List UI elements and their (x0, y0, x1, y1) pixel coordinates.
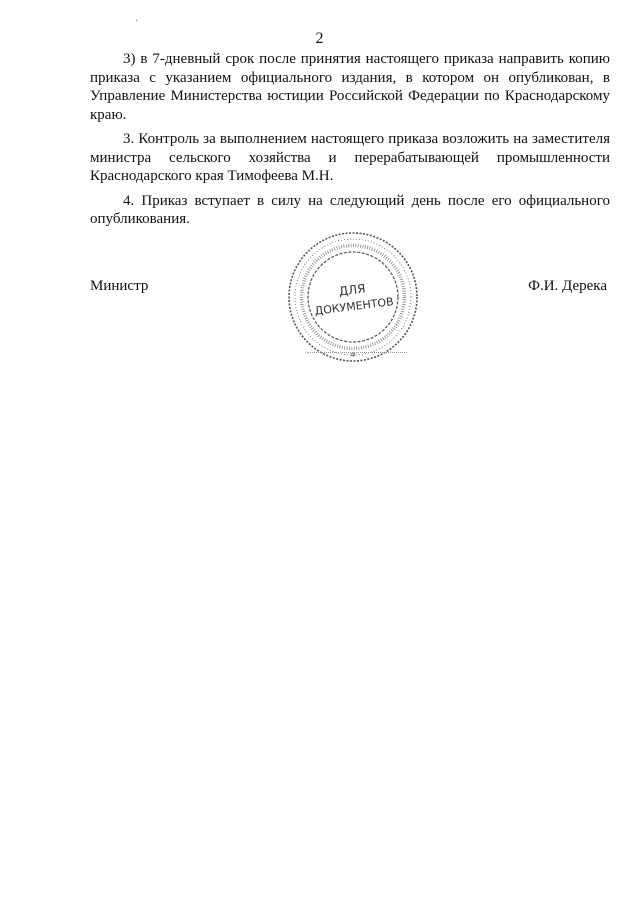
paragraph-item-3-sub3: 3) в 7-дневный срок после принятия настоящего приказа направить копию приказа с указанием официального издания, в котором он опубликован, в Управление Министерства юстиции Российской Федерации по Краснодарскому краю. (90, 51, 610, 123)
page-number: 2 (315, 30, 324, 47)
stamp-text-line2: ДОКУМЕНТОВ (313, 295, 395, 318)
official-stamp (284, 228, 422, 366)
paragraph-control: 3. Контроль за выполнением настоящего приказа возложить на заместителя министра сельского хозяйства и перерабатывающей промышленности Краснодарского края Тимофеева М.Н. (90, 131, 610, 184)
signature-line (307, 352, 407, 353)
stamp-text-line1: ДЛЯ (338, 281, 367, 299)
paragraph-effective-date: 4. Приказ вступает в силу на следующий день после его официального опубликования. (90, 192, 610, 227)
signatory-name: Ф.И. Дерека (528, 278, 607, 294)
stamp-star-icon: ✲ (350, 351, 356, 359)
signatory-position: Министр (90, 278, 149, 294)
scan-speck: · (135, 16, 139, 27)
document-body (90, 50, 610, 235)
